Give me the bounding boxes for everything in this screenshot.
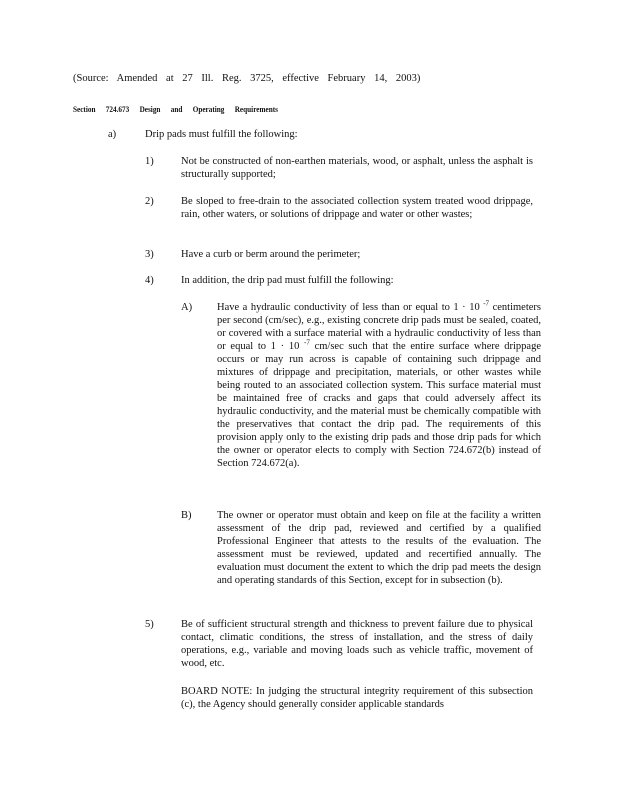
item-2-label: 2) [145,196,154,207]
item-a-text: Drip pads must fulfill the following: [145,129,298,140]
exponent: -7 [483,299,490,308]
item-4A-text-part1: Have a hydraulic conductivity of less than or equal to 1 · 10 [217,302,484,313]
source-note: (Source: Amended at 27 Ill. Reg. 3725, effective February 14, 2003) [73,73,421,84]
item-3-label: 3) [145,249,154,260]
item-4A-text [217,301,541,470]
exponent: -7 [304,338,310,347]
item-4B-text: The owner or operator must obtain and keep on file at the facility a written assessment of the drip pad, reviewed and certified by a qualified Professional Engineer that attests to the results of the evaluation. The assessment must be reviewed, updated and recertified annually. The evaluation must document the extent to which the drip pad meets the design and operating standards of this Section, except for in subsection (b). [217,510,541,586]
item-2-text: Be sloped to free-drain to the associated collection system treated wood drippage, rain, other waters, or solutions of drippage and water or other wastes; [181,196,533,220]
item-1-label: 1) [145,156,154,167]
item-4-label: 4) [145,275,154,286]
item-4B-label: B) [181,510,192,521]
board-note: BOARD NOTE: In judging the structural integrity requirement of this subsection (c), the Agency should generally consider applicable standards [181,686,533,710]
item-4A-text-part3: cm/sec such that the entire surface where drippage occurs or may run across is capable of containing such drippage and mixtures of drippage and precipitation, materials, or other wastes while being routed to an associated collection system. This surface material must be maintained free of cracks and gaps that could adversely affect its hydraulic conductivity, and the material must be chemically compatible with the preservatives that contact the drip pad. The requirements of this provision apply only to the existing drip pads and those drip pads for which the owner or operator elects to comply with Section 724.672(b) instead of Section 724.672(a). [217,341,541,469]
item-4A-text-part2: centimeters per second (cm/sec), e.g., existing concrete drip pads must be sealed, coated, or covered with a surface material with a hydraulic conductivity of less than or equal to 1 · 10 [217,302,541,352]
item-5-label: 5) [145,619,154,630]
section-heading: Section 724.673 Design and Operating Requirements [73,104,278,114]
item-a-label: a) [108,129,117,140]
item-4-text: In addition, the drip pad must fulfill the following: [181,275,394,286]
item-5-text: Be of sufficient structural strength and thickness to prevent failure due to physical contact, climatic conditions, the stress of installation, and the stress of daily operations, e.g., variable and moving loads such as vehicle traffic, movement of wood, etc. [181,619,533,669]
item-3-text: Have a curb or berm around the perimeter; [181,249,361,260]
item-1-text: Not be constructed of non-earthen materials, wood, or asphalt, unless the asphalt is structurally supported; [181,156,533,180]
item-4A-label: A) [181,302,193,313]
